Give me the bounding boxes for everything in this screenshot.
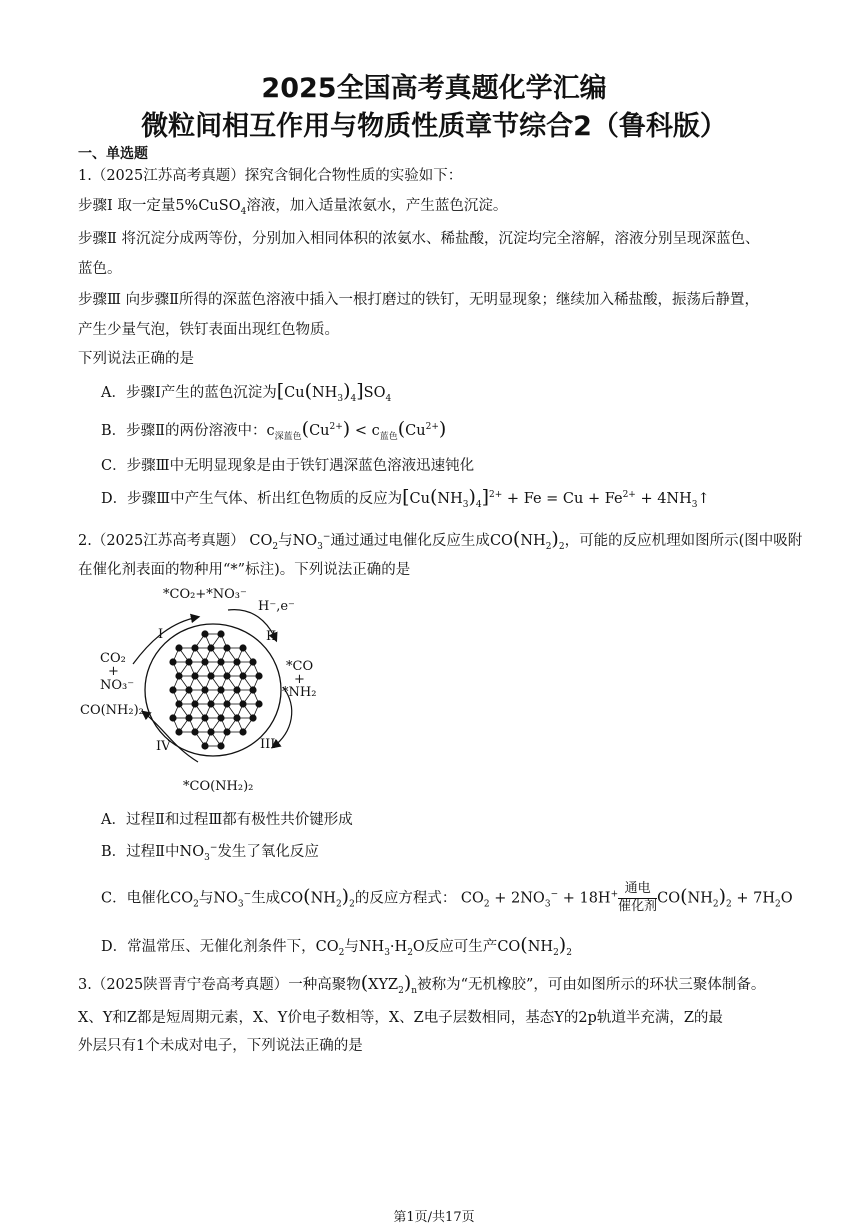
q1-option-a: A．步骤Ⅰ产生的蓝色沉淀为$[Cu(NH_3)_4]SO_4$ [101, 380, 392, 404]
q1-step1: 步骤Ⅰ 取一定量5%CuSO$_4$溶液，加入适量浓氨水，产生蓝色沉淀。 [78, 198, 508, 217]
arrow-process-1 [133, 617, 198, 664]
section-heading: 一、单选题 [78, 146, 148, 162]
lattice-atom [207, 700, 214, 707]
diagram-right-nh2: *NH₂ [282, 685, 317, 700]
lattice-atom [217, 630, 224, 637]
q1-step2: 步骤Ⅱ 将沉淀分成两等份，分别加入相同体积的浓氨水、稀盐酸，沉淀均完全溶解，溶液分别呈现深蓝色、 [78, 231, 760, 247]
lattice-atom [191, 644, 198, 651]
lattice-atom [249, 714, 256, 721]
q3-stem-line2: X、Y和Z都是短周期元素，X、Y价电子数相等，X、Z电子层数相同，基态Y的2p轨道半充满，Z的最 [78, 1010, 723, 1026]
lattice-atom [249, 658, 256, 665]
lattice-atom [201, 658, 208, 665]
q1-option-b: B．步骤Ⅱ的两份溶液中：$c_{深蓝色}(Cu^{2+}) < c_{蓝色}(Cu^{2+})$ [101, 418, 447, 442]
lattice-atom [201, 686, 208, 693]
lattice-atom [169, 658, 176, 665]
lattice-atom [239, 700, 246, 707]
lattice-atom [169, 686, 176, 693]
lattice-atom [223, 700, 230, 707]
lattice-atom [201, 630, 208, 637]
q2-option-b: B．过程Ⅱ中$NO_3^-$发生了氧化反应 [101, 843, 319, 863]
lattice-atom [239, 644, 246, 651]
lattice-atom [255, 700, 262, 707]
q2-option-c: C．电催化$CO_2$与$NO_3^-$生成$CO(NH_2)_2$的反应方程式： $CO_2 + 2NO_3^- + 18H^+$ $\frac{\text{通电}}{\text{催化剂}}$ $CO(NH_2)_2 + 7H_2O$ [101, 881, 793, 914]
lattice-atom [185, 686, 192, 693]
lattice-atom [201, 742, 208, 749]
diagram-right-plus: + [294, 672, 305, 687]
q1-step2-cont: 蓝色。 [78, 261, 122, 277]
q2-stem: 2.（2025江苏高考真题） $CO_2$与$NO_3^-$通过通过电催化反应生成$CO(NH_2)_2$，可能的反应机理如图所示(图中吸附 [78, 528, 803, 552]
document-subtitle: 微粒间相互作用与物质性质章节综合2（鲁科版） [141, 111, 727, 142]
diagram-top-label: *CO₂+*NO₃⁻ [163, 587, 247, 602]
lattice-atom [223, 728, 230, 735]
lattice-atom [207, 644, 214, 651]
lattice-atom [175, 672, 182, 679]
lattice-atom [249, 686, 256, 693]
lattice-atom [169, 714, 176, 721]
diagram-roman-1: I [158, 627, 164, 642]
lattice-atom [175, 700, 182, 707]
lattice-atom [191, 700, 198, 707]
lattice-atom [207, 672, 214, 679]
lattice-atom [185, 658, 192, 665]
q3-stem-line3: 外层只有1个未成对电子，下列说法正确的是 [78, 1038, 363, 1054]
q1-option-c: C．步骤Ⅲ中无明显现象是由于铁钉遇深蓝色溶液迅速钝化 [101, 458, 475, 474]
q1-option-d: D．步骤Ⅲ中产生气体、析出红色物质的反应为$[Cu(NH_3)_4]^{2+} + Fe = Cu + Fe^{2+}$ + $4NH_3↑$ [101, 486, 710, 510]
lattice-atom [239, 672, 246, 679]
lattice-atom [175, 728, 182, 735]
lattice-atom [233, 714, 240, 721]
lattice-atom [175, 644, 182, 651]
lattice-atom [191, 672, 198, 679]
q1-stem: 1.（2025江苏高考真题）探究含铜化合物性质的实验如下： [78, 168, 463, 184]
lattice-atom [223, 644, 230, 651]
lattice-atom [217, 686, 224, 693]
diagram-left-urea: CO(NH₂)₂ [80, 703, 144, 718]
diagram-left-co2: CO₂ [100, 651, 126, 666]
catalyst-lattice [169, 630, 262, 749]
reaction-mechanism-diagram [78, 582, 338, 802]
lattice-atom [185, 714, 192, 721]
q3-stem: 3.（2025陕晋青宁卷高考真题）一种高聚物$(XYZ_2)_n$被称为“无机橡胶”，可由如图所示的环状三聚体制备。 [78, 972, 766, 996]
q1-ask: 下列说法正确的是 [78, 351, 194, 367]
page-footer: 第1页/共17页 [393, 1210, 475, 1225]
diagram-roman-2: II [266, 629, 277, 644]
lattice-atom [255, 672, 262, 679]
q1-step3: 步骤Ⅲ 向步骤Ⅱ所得的深蓝色溶液中插入一根打磨过的铁钉，无明显现象；继续加入稀盐酸，振荡后静置， [78, 292, 759, 308]
lattice-atom [217, 658, 224, 665]
q2-option-a: A．过程Ⅱ和过程Ⅲ都有极性共价键形成 [101, 812, 353, 828]
reaction-condition: $\frac{\text{通电}}{\text{催化剂}}$ [618, 881, 658, 914]
diagram-right-co: *CO [286, 659, 314, 674]
diagram-left-no3: NO₃⁻ [100, 678, 135, 693]
lattice-atom [217, 742, 224, 749]
q2-option-d: D．常温常压、无催化剂条件下，$CO_2$与$NH_3\cdot H_2O$反应可生产$CO(NH_2)_2$ [101, 934, 572, 958]
lattice-atom [191, 728, 198, 735]
diagram-roman-4: IV [156, 739, 171, 754]
lattice-atom [201, 714, 208, 721]
document-title: 2025全国高考真题化学汇编 [261, 73, 607, 104]
q2-stem-cont: 在催化剂表面的物种用“*”标注)。下列说法正确的是 [78, 562, 411, 578]
diagram-roman-3: III [260, 737, 276, 752]
q1-step3-cont: 产生少量气泡，铁钉表面出现红色物质。 [78, 322, 339, 338]
lattice-atom [207, 728, 214, 735]
lattice-atom [233, 686, 240, 693]
diagram-left-plus: + [108, 664, 119, 679]
diagram-bottom-label: *CO(NH₂)₂ [183, 779, 254, 794]
lattice-atom [239, 728, 246, 735]
diagram-reagent-label: H⁻,e⁻ [258, 599, 295, 614]
lattice-atom [217, 714, 224, 721]
lattice-atom [223, 672, 230, 679]
lattice-atom [233, 658, 240, 665]
